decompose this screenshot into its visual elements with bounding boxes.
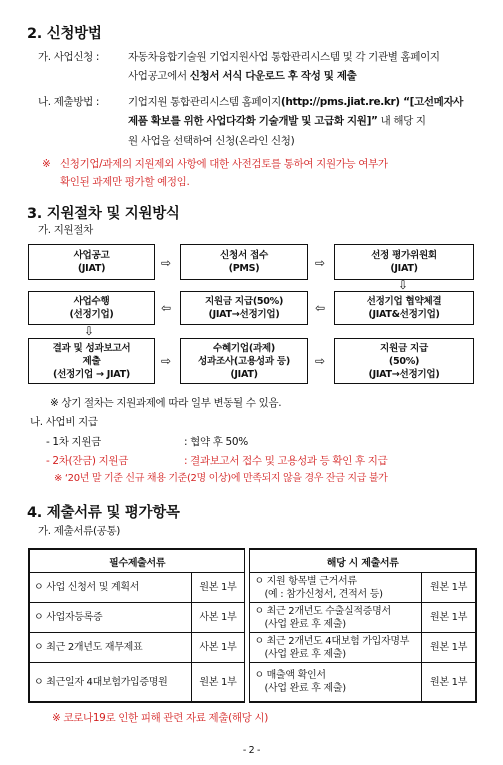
flow-note: ※ 상기 절차는 지원과제에 따라 일부 변동될 수 있음. xyxy=(50,397,282,409)
flow-step-agreement: 선정기업 협약체결 (JIAT&선정기업) xyxy=(334,291,474,325)
required-doc: ㅇ 사업자등록증 xyxy=(29,603,191,633)
submit-line-3: 원 사업을 선택하여 신청(온라인 신청) xyxy=(128,135,295,147)
right-arrow-icon: ⇨ xyxy=(161,256,172,270)
payment-label: 나. 사업비 지급 xyxy=(30,416,98,428)
documents-label: 가. 제출서류(공통) xyxy=(38,525,121,537)
payment-note: ※ ‘20년 말 기준 신규 채용 기준(2명 이상)에 만족되지 않을 경우 잔금 지급 불가 xyxy=(54,473,388,484)
conditional-doc: ㅇ 지원 항목별 근거서류 (예 : 참가신청서, 견적서 등) xyxy=(250,573,422,603)
payment-2-value: : 결과보고서 접수 및 고용성과 등 확인 후 지급 xyxy=(184,455,388,467)
down-arrow-icon: ⇩ xyxy=(84,324,95,338)
flow-step-committee: 선정 평가위원회 (JIAT) xyxy=(334,244,474,280)
section-3-title: 3. 지원절차 및 지원방식 xyxy=(27,206,180,222)
conditional-doc-copy: 원본 1부 xyxy=(422,573,476,603)
procedure-label: 가. 지원절차 xyxy=(38,224,93,236)
submit-line-1: 기업지원 통합관리시스템 홈페이지(http://pms.jiat.re.kr) “[고선메자사 xyxy=(128,96,464,108)
conditional-doc: ㅇ 매출액 확인서 (사업 완료 후 제출) xyxy=(250,663,422,703)
required-doc-copy: 사본 1부 xyxy=(191,603,245,633)
required-doc-copy: 원본 1부 xyxy=(191,663,245,703)
table-row xyxy=(29,573,476,603)
covid-note: ※ 코로나19로 인한 피해 관련 자료 제출(해당 시) xyxy=(52,712,268,724)
submit-label: 나. 제출방법 : xyxy=(38,96,100,108)
payment-1-value: : 협약 후 50% xyxy=(184,436,248,448)
section-2-title: 2. 신청방법 xyxy=(27,26,102,42)
payment-1-label: - 1차 지원금 xyxy=(46,436,101,448)
table-row xyxy=(29,603,476,633)
required-doc: ㅇ 사업 신청서 및 계획서 xyxy=(29,573,191,603)
submit-line-2: 제품 확보를 위한 사업다각화 기술개발 및 고급화 지원]” 내 해당 지 xyxy=(128,115,426,127)
left-arrow-icon: ⇦ xyxy=(315,301,326,315)
right-arrow-icon: ⇨ xyxy=(315,256,326,270)
conditional-doc-copy: 원본 1부 xyxy=(422,603,476,633)
apply-line-1: 자동차융합기술원 기업지원사업 통합관리시스템 및 각 기관별 홈페이지 xyxy=(128,51,440,63)
exclusion-note-line-2: 확인된 과제만 평가할 예정임. xyxy=(60,176,190,188)
required-doc-copy: 사본 1부 xyxy=(191,633,245,663)
flow-step-announcement: 사업공고 (JIAT) xyxy=(28,244,155,280)
conditional-doc: ㅇ 최근 2개년도 4대보험 가입자명부 (사업 완료 후 제출) xyxy=(250,633,422,663)
required-doc: ㅇ 최근일자 4대보험가입증명원 xyxy=(29,663,191,703)
payment-2-label: - 2차(잔금) 지원금 xyxy=(46,455,128,467)
conditional-doc-copy: 원본 1부 xyxy=(422,663,476,703)
flow-step-execution: 사업수행 (선정기업) xyxy=(28,291,155,325)
flow-step-first-payment: 지원금 지급(50%) (JIAT→선정기업) xyxy=(180,291,308,325)
required-doc: ㅇ 최근 2개년도 재무제표 xyxy=(29,633,191,663)
table-row xyxy=(29,663,476,703)
flow-step-survey: 수혜기업(과제) 성과조사(고용성과 등) (JIAT) xyxy=(180,338,308,384)
page-number: - 2 - xyxy=(242,745,261,756)
exclusion-note-mark: ※ xyxy=(42,158,51,170)
right-arrow-icon: ⇨ xyxy=(315,354,326,368)
right-arrow-icon: ⇨ xyxy=(161,354,172,368)
flow-step-report: 결과 및 성과보고서 제출 (선정기업 → JIAT) xyxy=(28,338,155,384)
exclusion-note-line-1: 신청기업/과제의 지원제외 사항에 대한 사전검토를 통하여 지원가능 여부가 xyxy=(60,158,388,170)
apply-label: 가. 사업신청 : xyxy=(38,51,100,63)
table-row xyxy=(29,633,476,663)
table-header-row xyxy=(29,549,476,573)
required-doc-copy: 원본 1부 xyxy=(191,573,245,603)
section-4-title: 4. 제출서류 및 평가항목 xyxy=(27,505,180,521)
documents-table xyxy=(28,548,477,703)
conditional-doc: ㅇ 최근 2개년도 수출실적증명서 (사업 완료 후 제출) xyxy=(250,603,422,633)
conditional-doc-copy: 원본 1부 xyxy=(422,633,476,663)
flow-step-final-payment: 지원금 지급 (50%) (JIAT→선정기업) xyxy=(334,338,474,384)
flow-step-application: 신청서 접수 (PMS) xyxy=(180,244,308,280)
conditional-docs-header: 해당 시 제출서류 xyxy=(250,549,476,573)
apply-line-2: 사업공고에서 신청서 서식 다운로드 후 작성 및 제출 xyxy=(128,70,357,82)
required-docs-header: 필수제출서류 xyxy=(29,549,245,573)
down-arrow-icon: ⇩ xyxy=(398,278,409,292)
left-arrow-icon: ⇦ xyxy=(161,301,172,315)
